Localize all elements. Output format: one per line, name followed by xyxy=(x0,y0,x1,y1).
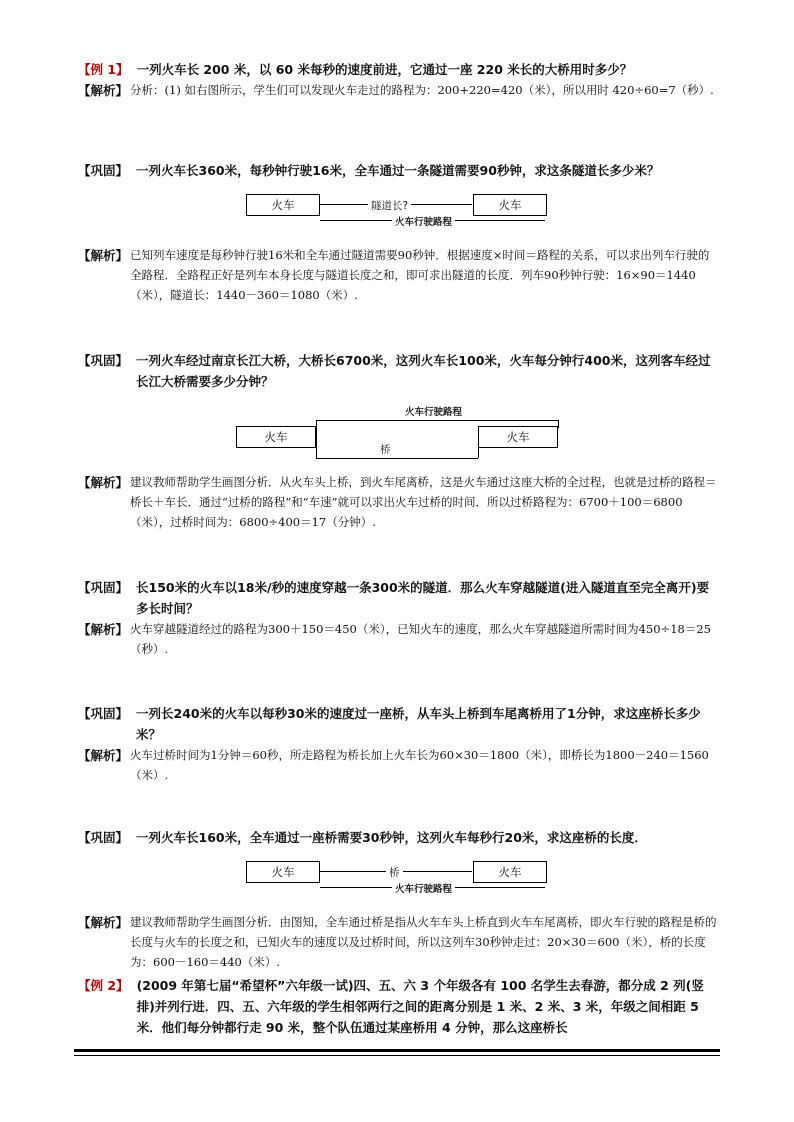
train-box-right: 火车 xyxy=(473,194,547,216)
question-text: 一列长240米的火车以每秒30米的速度过一座桥，从车头上桥到车尾离桥用了1分钟，求这座桥长多少米？ xyxy=(136,706,701,742)
question-text: 一列火车长 200 米，以 60 米每秒的速度前进，它通过一座 220 米长的大桥用时多少？ xyxy=(136,62,633,77)
practice-5-question xyxy=(78,827,718,848)
bridge-diagram xyxy=(236,404,559,460)
analysis-tag: 【解析】 xyxy=(78,748,129,763)
analysis-text: 建议教师帮助学生画图分析．由图知，全车通过桥是指从火车车头上桥直到火车车尾离桥，即火车行驶的路程是桥的长度与火车的长度之和，已知火车的速度以及过桥时间，所以这列车30秒钟走过：20×30＝600（米），桥的长度为：600－160＝440（米）. xyxy=(130,915,717,969)
practice-2-analysis xyxy=(78,472,718,532)
practice-3 xyxy=(78,577,718,659)
practice-2-question xyxy=(78,350,718,392)
analysis-tag: 【解析】 xyxy=(78,83,129,98)
train-box-left: 火车 xyxy=(246,861,320,883)
question-text: 一列火车长160米，全车通过一座桥需要30秒钟，这列火车每秒行20米，求这座桥的长度． xyxy=(136,830,647,845)
bridge-length-label: 桥 xyxy=(386,865,403,880)
example-tag: 【例 2】 xyxy=(78,978,129,993)
bridge-line xyxy=(316,458,478,459)
practice-4 xyxy=(78,703,718,785)
question-text: 长150米的火车以18米/秒的速度穿越一条300米的隧道．那么火车穿越隧道(进入隧道直至完全离开)要多长时间？ xyxy=(136,580,710,616)
bridge-diagram-2 xyxy=(246,861,549,899)
travel-distance-label: 火车行驶路程 xyxy=(402,404,465,418)
train-box-left: 火车 xyxy=(246,194,320,216)
practice-tag: 【巩固】 xyxy=(78,163,129,178)
bridge-left-pillar xyxy=(316,426,317,458)
analysis-text: 火车穿越隧道经过的路程为300＋150＝450（米），已知火车的速度，那么火车穿越隧道所需时间为450÷18＝25（秒）. xyxy=(130,622,711,656)
tunnel-diagram xyxy=(246,194,549,232)
travel-distance-label: 火车行驶路程 xyxy=(392,214,455,228)
bridge-right-pillar xyxy=(478,426,479,458)
analysis-tag: 【解析】 xyxy=(78,475,129,490)
tick-right xyxy=(558,420,559,428)
footer-rule-thin xyxy=(74,1055,720,1056)
example-1 xyxy=(78,59,718,101)
travel-distance-line xyxy=(316,420,558,421)
practice-tag: 【巩固】 xyxy=(78,706,129,721)
train-box-right: 火车 xyxy=(473,861,547,883)
tunnel-length-label: 隧道长? xyxy=(368,198,411,213)
practice-1-question xyxy=(78,160,718,181)
question-text: (2009 年第七届“希望杯”六年级一试)四、五、六 3 个年级各有 100 名学生去春游，都分成 2 列(竖排)并列行进．四、五、六年级的学生相邻两行之间的距离分别是 1 米、2 米、3 米，年级之间相距 5 米．他们每分钟都行走 90 米，整个队伍通过某座桥用 4 分钟，那么这座桥长 xyxy=(136,978,704,1035)
analysis-tag: 【解析】 xyxy=(78,622,129,637)
analysis-text: 火车过桥时间为1分钟＝60秒，所走路程为桥长加上火车长为60×30＝1800（米），即桥长为1800－240＝1560（米）. xyxy=(130,748,709,782)
practice-tag: 【巩固】 xyxy=(78,580,129,595)
bridge-label: 桥 xyxy=(380,444,391,456)
analysis-text: 已知列车速度是每秒钟行驶16米和全车通过隧道需要90秒钟．根据速度×时间＝路程的关系，可以求出列车行驶的全路程．全路程正好是列车本身长度与隧道长度之和，即可求出隧道的长度．列车90秒钟行驶：16×90＝1440（米），隧道长：1440－360＝1080（米）. xyxy=(130,248,710,302)
train-box-left: 火车 xyxy=(236,426,316,448)
practice-tag: 【巩固】 xyxy=(78,353,129,368)
footer-rule-thick xyxy=(74,1049,720,1052)
train-box-right: 火车 xyxy=(478,426,558,448)
analysis-tag: 【解析】 xyxy=(78,915,129,930)
question-text: 一列火车经过南京长江大桥，大桥长6700米，这列火车长100米，火车每分钟行400米，这列客车经过长江大桥需要多少分钟？ xyxy=(136,353,711,389)
analysis-tag: 【解析】 xyxy=(78,248,129,263)
practice-tag: 【巩固】 xyxy=(78,830,129,845)
example-2 xyxy=(78,975,718,1038)
practice-5-analysis xyxy=(78,912,718,972)
question-text: 一列火车长360米，每秒钟行驶16米，全车通过一条隧道需要90秒钟，求这条隧道长多少米？ xyxy=(136,163,660,178)
travel-distance-label: 火车行驶路程 xyxy=(392,881,455,895)
analysis-text: 分析：(1) 如右图所示，学生们可以发现火车走过的路程为：200+220=420（米），所以用时 420÷60=7（秒）. xyxy=(130,83,714,97)
example-tag: 【例 1】 xyxy=(78,62,129,77)
practice-1-analysis xyxy=(78,245,718,305)
analysis-text: 建议教师帮助学生画图分析．从火车头上桥，到火车尾离桥，这是火车通过这座大桥的全过程，也就是过桥的路程＝桥长＋车长．通过“过桥的路程”和“车速”就可以求出火车过桥的时间．所以过桥路程为：6700＋100＝6800（米），过桥时间为：6800÷400＝17（分钟）. xyxy=(130,475,717,529)
